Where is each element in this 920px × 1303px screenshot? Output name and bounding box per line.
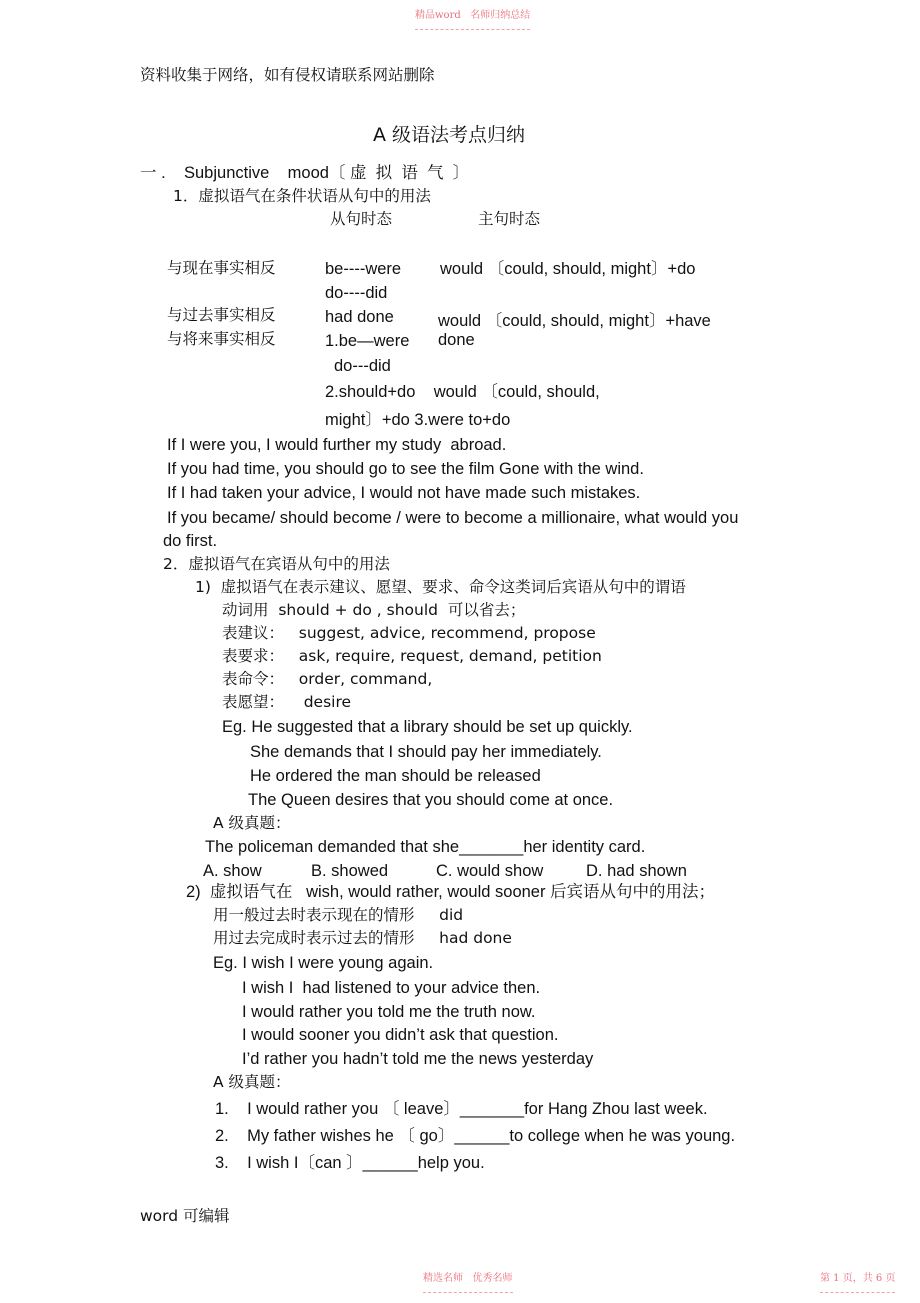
page-title: A 级语法考点归纳 xyxy=(373,124,526,146)
cell: would 〔could, should, might〕+do xyxy=(440,260,696,278)
example: She demands that I should pay her immediately. xyxy=(250,743,602,761)
option-b: B. showed xyxy=(311,862,389,880)
col-main-tense: 主句时态 xyxy=(478,210,541,228)
point-1: 1) 虚拟语气在表示建议、愿望、要求、命令这类词后宾语从句中的谓语 xyxy=(195,578,686,596)
real-question-label: A 级真题： xyxy=(213,1073,291,1091)
point-2a: 用一般过去时表示现在的情形 did xyxy=(213,906,464,924)
page-number: 第 1 页，共 6 页 xyxy=(820,1269,895,1293)
subheading-2: 2．虚拟语气在宾语从句中的用法 xyxy=(163,555,390,573)
cell: do----did xyxy=(325,284,388,302)
question: 1. I would rather you 〔 leave〕_______for Hang Zhou last week. xyxy=(215,1100,708,1118)
example: I’d rather you hadn’t told me the news yesterday xyxy=(242,1050,594,1068)
source-note: 资料收集于网络，如有侵权请联系网站删除 xyxy=(140,66,435,84)
cell: do---did xyxy=(334,357,391,375)
real-question-label: A 级真题： xyxy=(213,814,291,832)
point-1-cont: 动词用 should + do , should 可以省去； xyxy=(222,601,526,619)
question: 2. My father wishes he 〔 go〕______to college when he was young. xyxy=(215,1127,736,1145)
row-future: 与将来事实相反 xyxy=(167,330,276,348)
footer-note: word 可编辑 xyxy=(140,1207,230,1225)
suggest-words: 表建议： suggest, advice, recommend, propose xyxy=(222,624,596,642)
option-c: C. would show xyxy=(436,862,544,880)
footer-left: 精选名师 优秀名师 xyxy=(423,1269,513,1293)
row-past: 与过去事实相反 xyxy=(167,306,276,324)
question: 3. I wish I〔can 〕______help you. xyxy=(215,1154,485,1172)
cell: be----were xyxy=(325,260,402,278)
cell: had done xyxy=(325,308,394,326)
example: I would rather you told me the truth now. xyxy=(242,1003,536,1021)
example: If you became/ should become / were to become a millionaire, what would you xyxy=(167,509,739,527)
cell: 2.should+do would 〔could, should, xyxy=(325,383,600,401)
example: The Queen desires that you should come at once. xyxy=(248,791,614,809)
example: I wish I had listened to your advice then. xyxy=(242,979,541,997)
col-clause-tense: 从句时态 xyxy=(330,210,393,228)
example: Eg. I wish I were young again. xyxy=(213,954,434,972)
example: I would sooner you didn’t ask that question. xyxy=(242,1026,559,1044)
example: If I were you, I would further my study abroad. xyxy=(167,436,507,454)
row-present: 与现在事实相反 xyxy=(167,259,276,277)
example: do first. xyxy=(163,532,218,550)
example: If I had taken your advice, I would not have made such mistakes. xyxy=(167,484,641,502)
question: The policeman demanded that she_______her identity card. xyxy=(205,838,646,856)
option-d: D. had shown xyxy=(586,862,687,880)
subheading-1: 1．虚拟语气在条件状语从句中的用法 xyxy=(173,187,431,205)
page-header: 精品word 名师归纳总结 xyxy=(415,6,530,30)
cell: done xyxy=(438,331,475,349)
cell: might〕+do 3.were to+do xyxy=(325,411,511,429)
cell: 1.be—were xyxy=(325,332,410,350)
option-a: A. show xyxy=(203,862,262,880)
desire-words: 表愿望： desire xyxy=(222,693,352,711)
point-2b: 用过去完成时表示过去的情形 had done xyxy=(213,929,512,947)
example: He ordered the man should be released xyxy=(250,767,541,785)
section-heading: 一 . Subjunctive mood〔 虚 拟 语 气 〕 xyxy=(140,164,470,182)
example: If you had time, you should go to see the film Gone with the wind. xyxy=(167,460,644,478)
require-words: 表要求： ask, require, request, demand, petition xyxy=(222,647,602,665)
point-2: 2) 虚拟语气在 wish, would rather, would sooner 后宾语从句中的用法； xyxy=(186,883,716,901)
cell: would 〔could, should, might〕+have xyxy=(438,312,711,330)
example: Eg. He suggested that a library should be set up quickly. xyxy=(222,718,633,736)
order-words: 表命令： order, command, xyxy=(222,670,433,688)
